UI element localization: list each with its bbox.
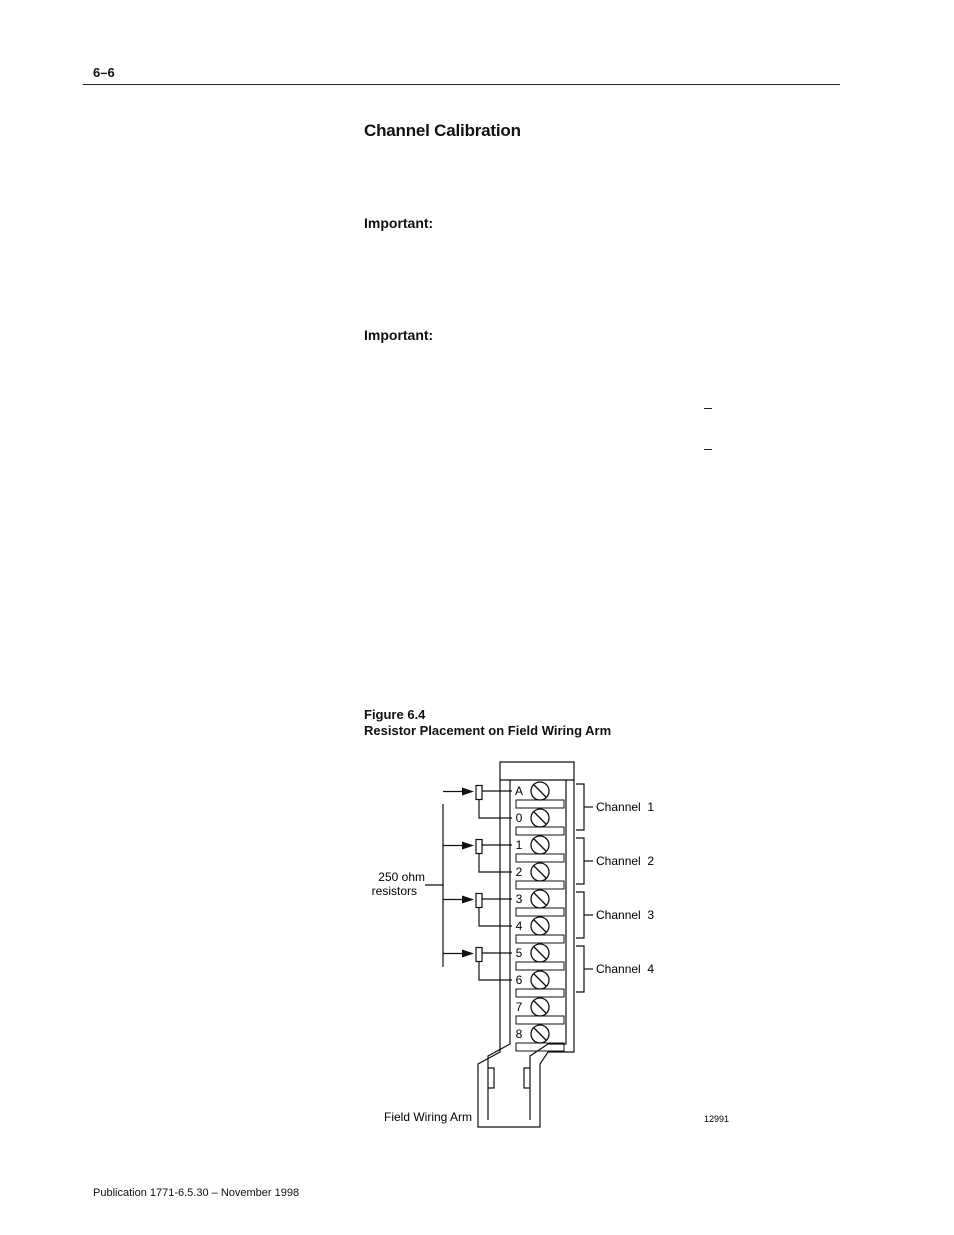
terminal-label: 1 — [515, 838, 523, 852]
resistor-body — [476, 948, 482, 962]
terminal-8 — [516, 1025, 564, 1051]
channel-bracket-2 — [576, 838, 654, 884]
terminal-label: 7 — [515, 1000, 523, 1014]
arrow-icon — [462, 788, 474, 796]
terminal-5 — [516, 944, 564, 970]
terminal-clamp — [516, 935, 564, 943]
terminal-clamp — [516, 800, 564, 808]
terminal-clamp — [516, 1016, 564, 1024]
resistor-body — [476, 894, 482, 908]
terminal-label: 6 — [515, 973, 523, 987]
terminal-label: 5 — [515, 946, 523, 960]
resistor-3 — [443, 894, 512, 927]
terminal-label: 8 — [515, 1027, 523, 1041]
terminal-clamp — [516, 827, 564, 835]
figure-title: Resistor Placement on Field Wiring Arm — [364, 723, 612, 738]
wiring-arm-inner-left — [488, 780, 510, 1120]
terminal-label: A — [514, 784, 524, 798]
resistor-label-line2: resistors — [371, 884, 417, 898]
figure-number: Figure 6.4 — [364, 707, 426, 722]
terminal-7 — [516, 998, 564, 1024]
field-wiring-arm-label: Field Wiring Arm — [383, 1110, 472, 1124]
terminal-label: 2 — [515, 865, 523, 879]
wiring-arm-outline — [478, 762, 574, 1127]
terminal-clamp — [516, 962, 564, 970]
resistor-body — [476, 786, 482, 800]
terminal-6 — [516, 971, 564, 997]
channel-bracket-4 — [576, 946, 654, 992]
resistor-4 — [443, 948, 512, 981]
channel-bracket-1 — [576, 784, 654, 830]
important-label-1: Important: — [364, 215, 434, 231]
terminal-A — [515, 782, 564, 808]
channel-label: Channel 1 — [596, 800, 655, 814]
terminal-label: 4 — [515, 919, 523, 933]
terminal-label: 3 — [515, 892, 523, 906]
figure-id: 12991 — [704, 1114, 730, 1124]
terminal-clamp — [516, 989, 564, 997]
channel-label: Channel 2 — [596, 854, 655, 868]
terminal-3 — [516, 890, 564, 916]
channel-label: Channel 3 — [596, 908, 655, 922]
latch-left — [488, 1068, 494, 1088]
latch-right — [524, 1068, 530, 1088]
terminal-label: 0 — [515, 811, 523, 825]
resistor-group — [443, 786, 512, 981]
channel-bracket-3 — [576, 892, 654, 938]
arrow-icon — [462, 950, 474, 958]
resistor-2 — [443, 840, 512, 873]
channel-label: Channel 4 — [596, 962, 655, 976]
important-label-2: Important: — [364, 327, 434, 343]
channel-bracket-group — [576, 784, 654, 992]
arrow-icon — [462, 896, 474, 904]
page-number: 6–6 — [93, 65, 115, 80]
terminal-clamp — [516, 854, 564, 862]
resistor-1 — [443, 786, 512, 819]
terminal-clamp — [516, 908, 564, 916]
terminal-0 — [516, 809, 564, 835]
terminal-strip — [515, 782, 564, 1051]
footer-publication: Publication 1771-6.5.30 – November 1998 — [93, 1187, 300, 1199]
terminal-1 — [516, 836, 564, 862]
terminal-2 — [516, 863, 564, 889]
terminal-4 — [516, 917, 564, 943]
resistor-label-line1: 250 ohm — [378, 870, 425, 884]
arrow-icon — [462, 842, 474, 850]
section-title: Channel Calibration — [364, 121, 521, 140]
terminal-clamp — [516, 881, 564, 889]
resistor-body — [476, 840, 482, 854]
